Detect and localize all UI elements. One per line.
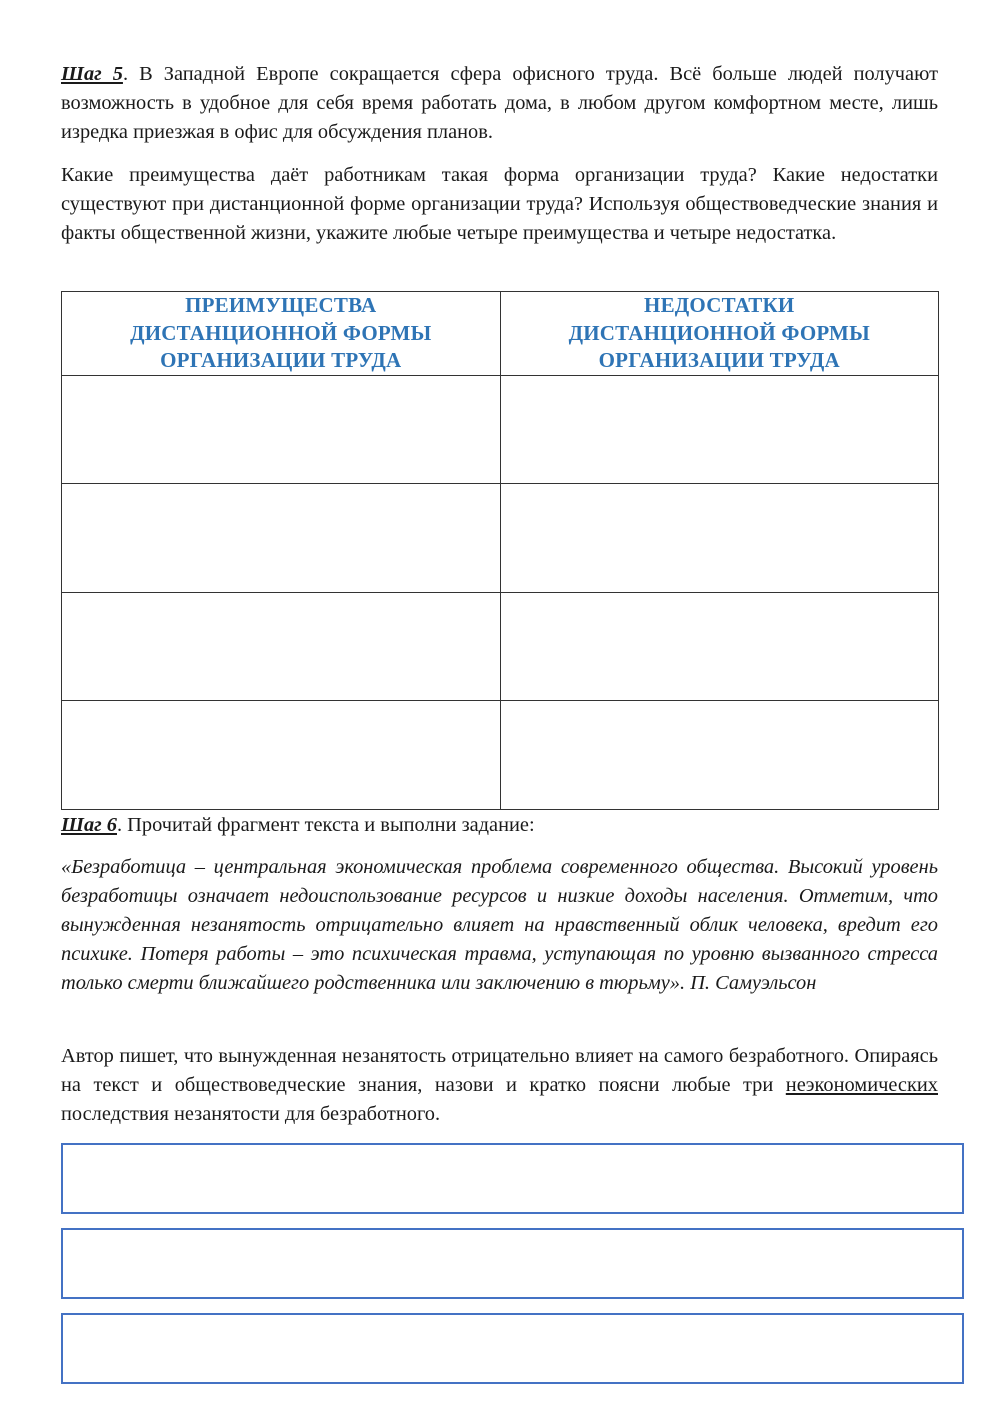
advantages-header-line2: ДИСТАНЦИОННОЙ ФОРМЫ [130,320,432,345]
advantage-cell-1[interactable] [62,375,501,484]
samuelson-quote: «Безработица – центральная экономическая проблема современного общества. Высокий уровень безработицы означает недоиспользование ресурсов и низкие доходы населения. Отметим, что вынужденная незанятость отрицательно влияет на нравственный облик человека, вредит его психике. Потеря работы – это психическая травма, уступающая по уровню вызванного стресса только смерти ближайшего родственника или заключению в тюрьму». П. Самуэльсон [61,856,938,994]
disadvantage-cell-3[interactable] [500,592,939,701]
disadvantages-header-line3: ОРГАНИЗАЦИИ ТРУДА [598,348,840,372]
table-row [62,592,939,701]
answer-box-2[interactable] [61,1228,964,1299]
advantage-cell-2[interactable] [62,484,501,593]
step6-text: . Прочитай фрагмент текста и выполни задание: [116,814,535,836]
step6-question-underlined: неэкономических [785,1074,938,1096]
table-row [62,484,939,593]
disadvantage-cell-2[interactable] [500,484,939,593]
step6-question [61,1042,938,1129]
disadvantages-header-line1: НЕДОСТАТКИ [644,293,795,317]
advantages-disadvantages-table [61,291,939,810]
step5-question: Какие преимущества даёт работникам такая форма организации труда? Какие недостатки существуют при дистанционной форме организации труда? Используя обществоведческие знания и факты общественной жизни, укажите любые четыре преимущества и четыре недостатка. [61,164,938,244]
advantages-header-line3: ОРГАНИЗАЦИИ ТРУДА [160,348,402,372]
table-row [62,701,939,810]
table-row [62,375,939,484]
disadvantage-cell-1[interactable] [500,375,939,484]
step6-label: Шаг 6 [61,814,117,836]
table-header-row [62,292,939,376]
step6-question-part2: последствия незанятости для безработного. [61,1103,441,1125]
answer-box-1[interactable] [61,1143,964,1214]
advantages-header-line1: ПРЕИМУЩЕСТВА [185,293,377,317]
answer-box-3[interactable] [61,1313,964,1384]
step5-paragraph [61,60,938,147]
step5-label: Шаг 5 [61,63,123,85]
advantage-cell-3[interactable] [62,592,501,701]
disadvantages-header [500,292,939,376]
step6-paragraph [61,811,938,840]
step6-question-part1: Автор пишет, что вынужденная незанятость отрицательно влияет на самого безработного. Опираясь на текст и обществоведческие знания, назови и кратко поясни любые три [61,1045,938,1096]
advantage-cell-4[interactable] [62,701,501,810]
disadvantages-header-line2: ДИСТАНЦИОННОЙ ФОРМЫ [568,320,870,345]
disadvantage-cell-4[interactable] [500,701,939,810]
step5-text: . В Западной Европе сокращается сфера офисного труда. Всё больше людей получают возможность в удобное для себя время работать дома, в любом другом комфортном месте, лишь изредка приезжая в офис для обсуждения планов. [61,63,938,143]
advantages-header [62,292,501,376]
